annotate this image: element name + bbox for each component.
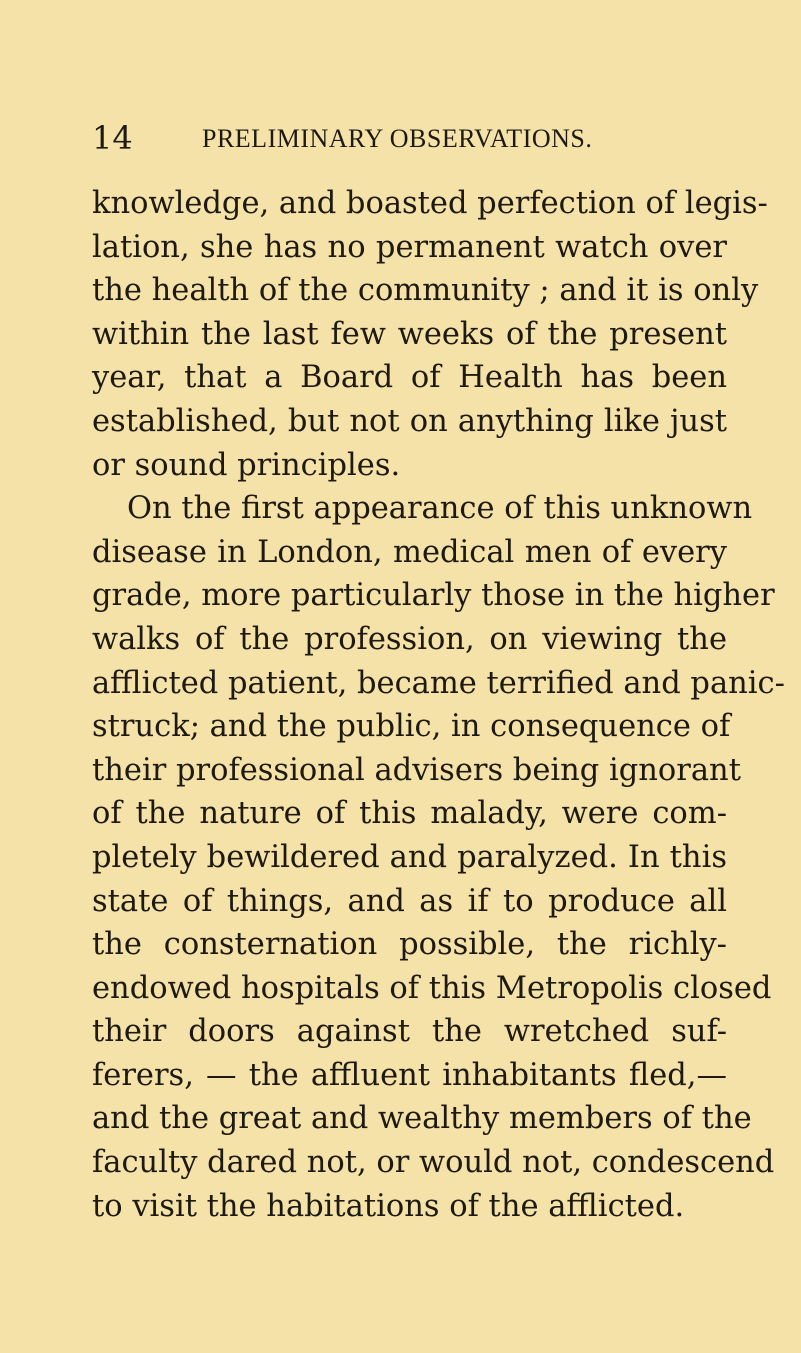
text-line: state of things, and as if to produce all [92,883,727,919]
text-line: established, but not on anything like just [92,403,727,439]
text-line: within the last few weeks of the present [92,316,727,352]
text-line: the health of the community ; and it is only [92,273,759,309]
text-line: or sound principles. [92,447,401,483]
running-title: PRELIMINARY OBSERVATIONS. [202,124,593,153]
text-line: pletely bewildered and paralyzed. In this [92,839,727,875]
text-line: lation, she has no permanent watch over [92,229,727,265]
text-line: knowledge, and boasted perfection of legis- [92,186,768,221]
text-line: disease in London, medical men of every [92,534,727,570]
text-line: year, that a Board of Health has been [92,360,727,396]
text-line: endowed hospitals of this Metropolis closed [92,970,772,1006]
page-number: 14 [92,119,133,157]
body-text [92,182,785,1228]
text-line: ferers, — the affluent inhabitants fled,— [92,1057,727,1093]
text-line: their doors against the wretched suf- [92,1014,727,1050]
text-line: to visit the habitations of the afflicted. [92,1188,685,1224]
text-line: afflicted patient, became terrified and panic- [92,665,785,701]
running-head [92,118,732,158]
text-line: faculty dared not, or would not, condescend [92,1145,775,1181]
text-line: the consternation possible, the richly- [92,927,727,963]
text-line: grade, more particularly those in the higher [92,578,775,614]
text-line: walks of the profession, on viewing the [92,621,727,657]
text-line: of the nature of this malady, were com- [92,796,727,832]
text-line: On the first appearance of this unknown [127,491,753,527]
text-line: struck; and the public, in consequence of [92,709,731,745]
text-line: their professional advisers being ignorant [92,752,741,788]
text-line: and the great and wealthy members of the [92,1101,752,1137]
